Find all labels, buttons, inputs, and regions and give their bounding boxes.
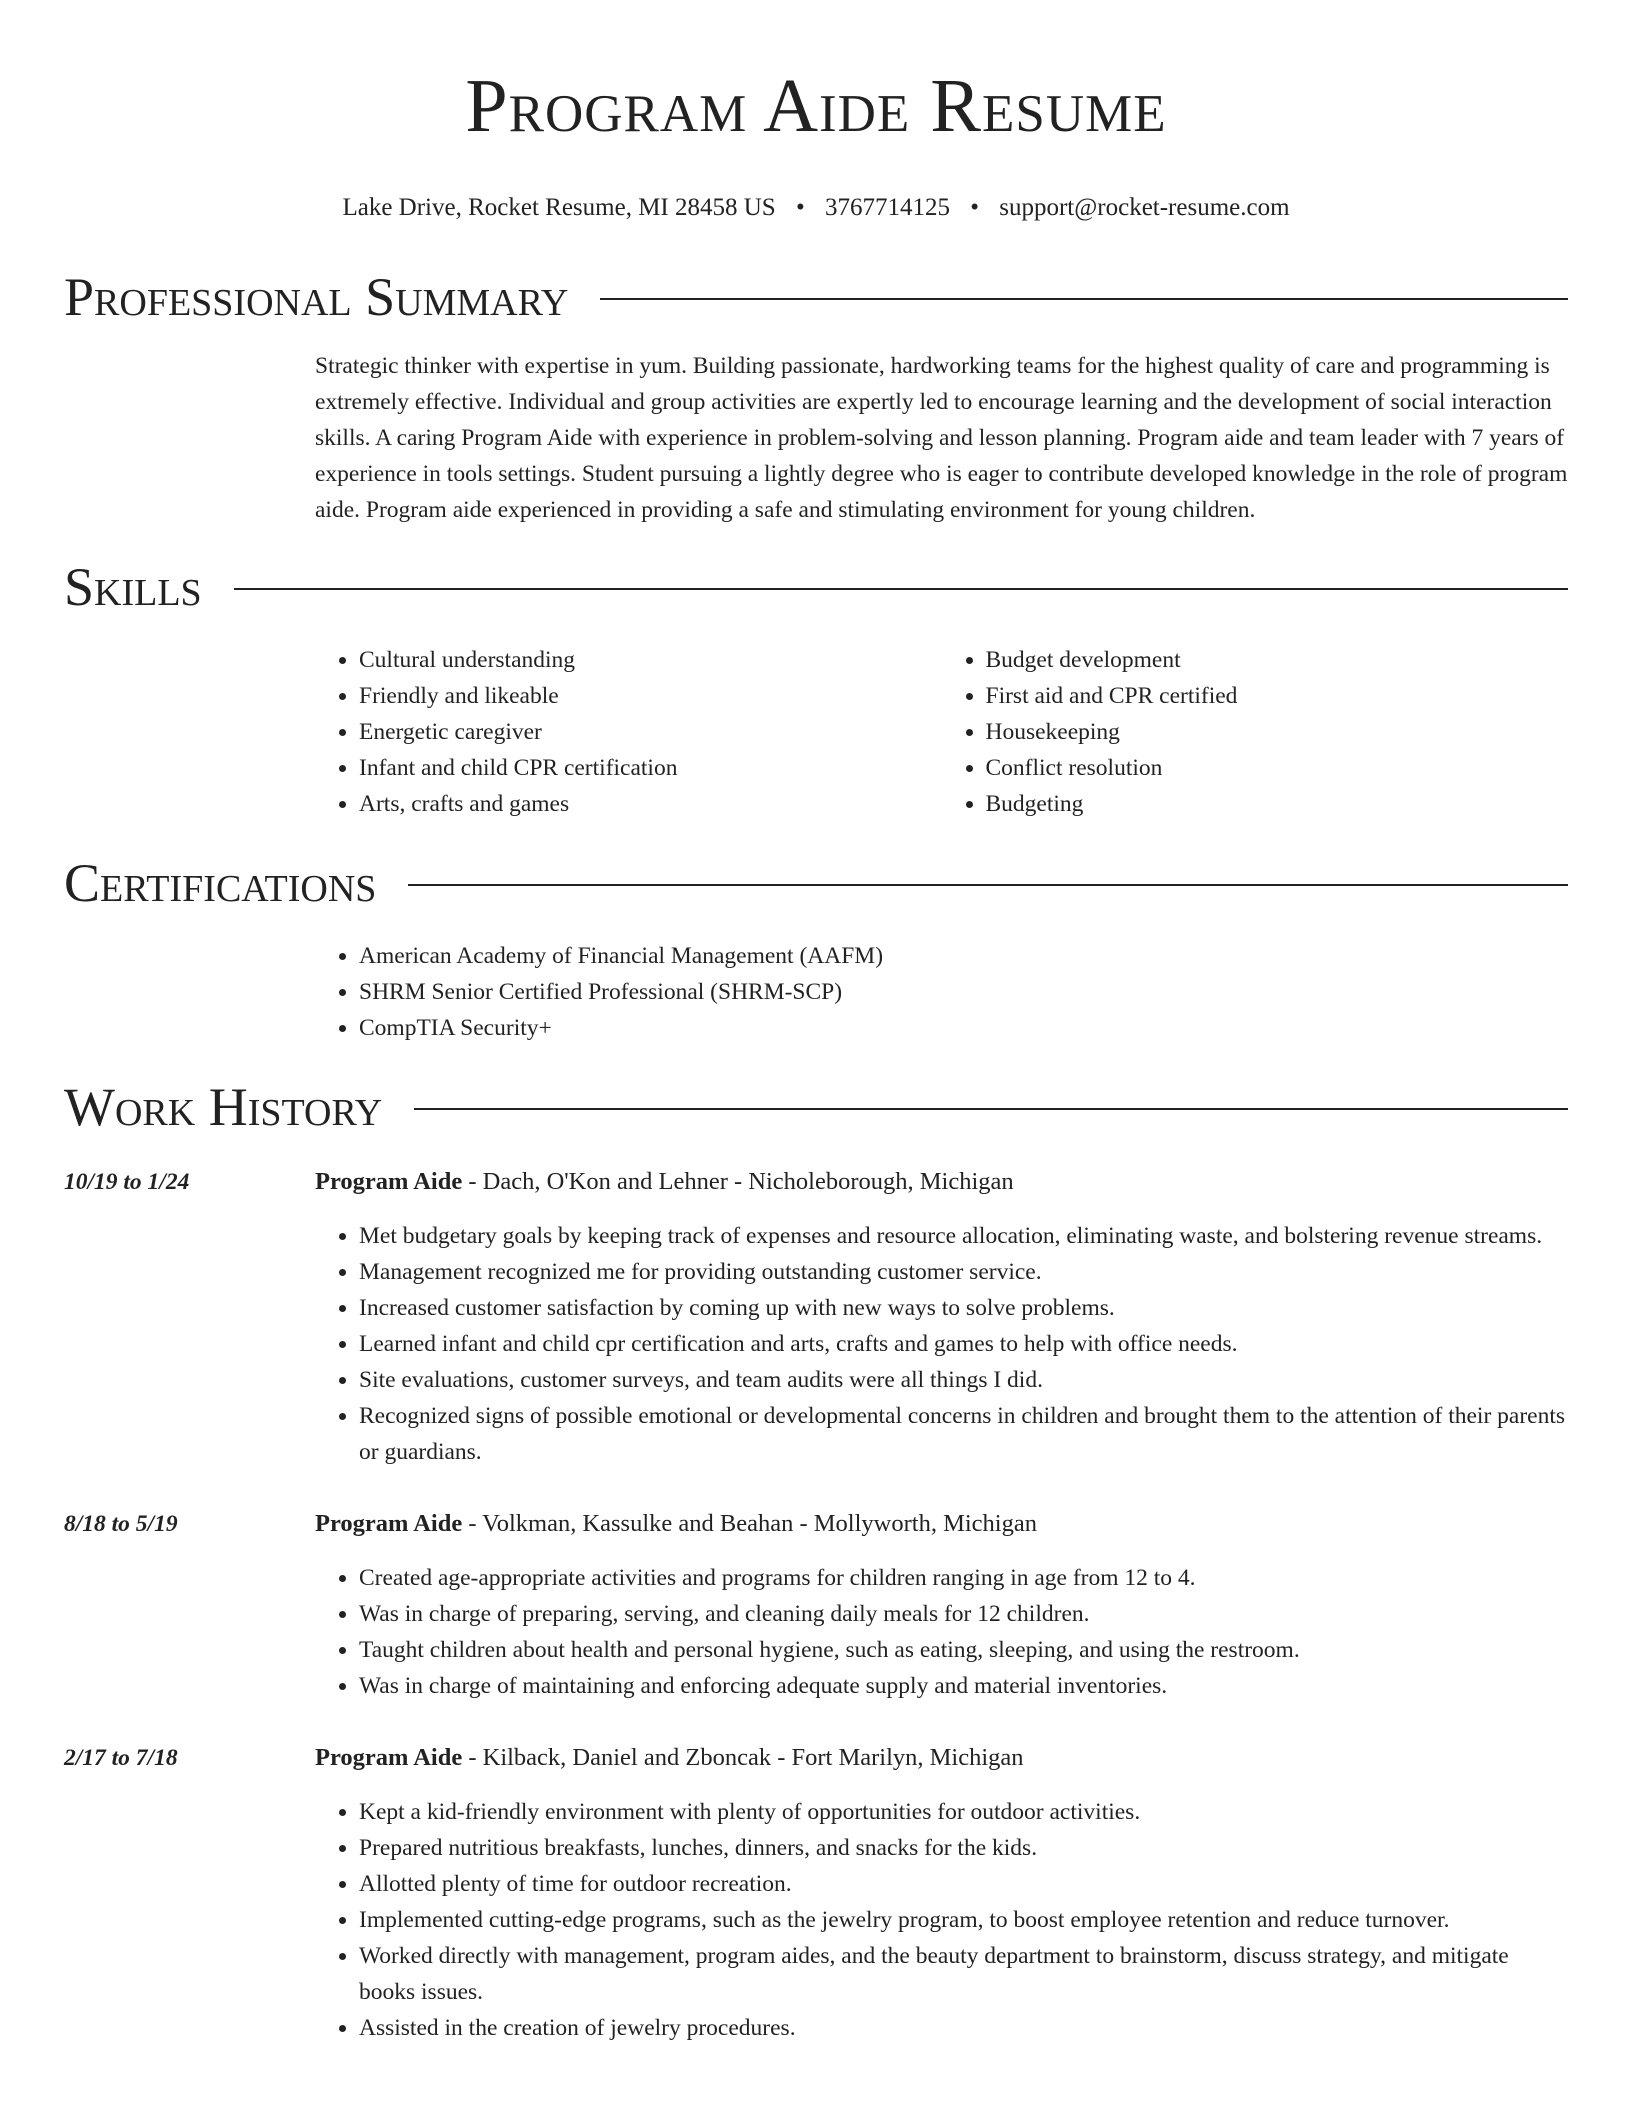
- job-bullets: [315, 1560, 1568, 1704]
- contact-address: Lake Drive, Rocket Resume, MI 28458 US: [342, 194, 776, 221]
- job-main: [315, 1506, 1568, 1704]
- skill-item: • Infant and child CPR certification: [359, 750, 942, 786]
- summary-text: Strategic thinker with expertise in yum. Building passionate, hardworking teams for the highest quality of care and programming is extremely effective. Individual and group activities are expertly led to encourage learning and the development of social interaction skills. A caring Program Aide with experience in problem-solving and lesson planning. Program aide and team leader with 7 years of experience in tools settings. Student pursuing a lightly degree who is eager to contribute developed knowledge in the role of program aide. Program aide experienced in providing a safe and stimulating environment for young children.: [315, 353, 1568, 523]
- job-role: Program Aide: [315, 1168, 463, 1195]
- job-heading: [315, 1740, 1568, 1776]
- section-header: [64, 852, 1568, 914]
- skills-body: [315, 642, 1568, 822]
- section-header: [64, 1076, 1568, 1138]
- skills-list-right: [942, 642, 1569, 822]
- skills-list-left: [315, 642, 942, 822]
- job-employer: - Volkman, Kassulke and Beahan - Mollyworth, Michigan: [462, 1510, 1037, 1537]
- job-heading: [315, 1164, 1568, 1200]
- summary-section: [64, 266, 1568, 528]
- job-bullets: [315, 1218, 1568, 1470]
- work-history-heading: Work History: [64, 1077, 383, 1137]
- job-bullet: • Was in charge of maintaining and enforcing adequate supply and material inventories.: [359, 1668, 1568, 1704]
- job-dates: 8/18 to 5/19: [64, 1511, 178, 1537]
- section-divider: [408, 884, 1568, 886]
- job-employer: - Kilback, Daniel and Zboncak - Fort Marilyn, Michigan: [462, 1744, 1024, 1771]
- certifications-body: [315, 938, 1568, 1046]
- job-heading: [315, 1506, 1568, 1542]
- skills-section: [64, 556, 1568, 822]
- section-divider: [234, 588, 1568, 590]
- job-bullet: • Management recognized me for providing outstanding customer service.: [359, 1254, 1568, 1290]
- section-divider: [414, 1108, 1568, 1110]
- skill-item: • First aid and CPR certified: [986, 678, 1569, 714]
- skill-item: • Budgeting: [986, 786, 1569, 822]
- job-bullet: • Prepared nutritious breakfasts, lunches, dinners, and snacks for the kids.: [359, 1830, 1568, 1866]
- skill-item: • Cultural understanding: [359, 642, 942, 678]
- skill-item: • Friendly and likeable: [359, 678, 942, 714]
- job-bullet: • Learned infant and child cpr certification and arts, crafts and games to help with office needs.: [359, 1326, 1568, 1362]
- work-history-section: [64, 1076, 1568, 2046]
- certifications-list: [315, 938, 1568, 1046]
- summary-heading: Professional Summary: [64, 267, 569, 327]
- skill-item: • Housekeeping: [986, 714, 1569, 750]
- contact-line: [64, 192, 1568, 224]
- contact-separator: •: [795, 194, 805, 221]
- job-dates: 10/19 to 1/24: [64, 1169, 190, 1195]
- job-role: Program Aide: [315, 1510, 463, 1537]
- contact-email: support@rocket-resume.com: [999, 194, 1290, 221]
- skill-item: • Energetic caregiver: [359, 714, 942, 750]
- certifications-heading: Certifications: [64, 853, 377, 913]
- certification-item: • CompTIA Security+: [359, 1010, 1568, 1046]
- job-bullet: • Site evaluations, customer surveys, and team audits were all things I did.: [359, 1362, 1568, 1398]
- summary-body: [315, 348, 1568, 528]
- job-bullet: • Met budgetary goals by keeping track of expenses and resource allocation, eliminating waste, and bolstering revenue streams.: [359, 1218, 1568, 1254]
- section-divider: [600, 298, 1568, 300]
- job-bullets: [315, 1794, 1568, 2046]
- job-dates: 2/17 to 7/18: [64, 1745, 178, 1771]
- section-header: [64, 556, 1568, 618]
- job-bullet: • Recognized signs of possible emotional or developmental concerns in children and brought them to the attention of their parents or guardians.: [359, 1398, 1568, 1470]
- job-bullet: • Created age-appropriate activities and programs for children ranging in age from 12 to 4.: [359, 1560, 1568, 1596]
- job-entry: [64, 1164, 1568, 1470]
- job-bullet: • Taught children about health and personal hygiene, such as eating, sleeping, and using the restroom.: [359, 1632, 1568, 1668]
- job-main: [315, 1164, 1568, 1470]
- certification-item: • American Academy of Financial Management (AAFM): [359, 938, 1568, 974]
- contact-separator: •: [970, 194, 979, 221]
- certifications-section: [64, 852, 1568, 1046]
- job-employer: - Dach, O'Kon and Lehner - Nicholeborough, Michigan: [462, 1168, 1014, 1195]
- skill-item: • Budget development: [986, 642, 1569, 678]
- skill-item: • Conflict resolution: [986, 750, 1569, 786]
- job-entry: [64, 1506, 1568, 1704]
- contact-phone: 3767714125: [824, 194, 950, 221]
- job-main: [315, 1740, 1568, 2046]
- section-header: [64, 266, 1568, 328]
- resume-title: Program Aide Resume: [465, 64, 1167, 148]
- skills-heading: Skills: [64, 557, 202, 617]
- job-bullet: • Kept a kid-friendly environment with plenty of opportunities for outdoor activities.: [359, 1794, 1568, 1830]
- job-bullet: • Allotted plenty of time for outdoor recreation.: [359, 1866, 1568, 1902]
- job-role: Program Aide: [315, 1744, 463, 1771]
- job-bullet: • Was in charge of preparing, serving, and cleaning daily meals for 12 children.: [359, 1596, 1568, 1632]
- job-bullet: • Assisted in the creation of jewelry procedures.: [359, 2010, 1568, 2046]
- certification-item: • SHRM Senior Certified Professional (SHRM-SCP): [359, 974, 1568, 1010]
- job-entry: [64, 1740, 1568, 2046]
- skills-grid: [315, 642, 1568, 822]
- job-bullet: • Increased customer satisfaction by coming up with new ways to solve problems.: [359, 1290, 1568, 1326]
- skill-item: • Arts, crafts and games: [359, 786, 942, 822]
- job-bullet: • Worked directly with management, program aides, and the beauty department to brainstorm, discuss strategy, and mitigate books issues.: [359, 1938, 1568, 2010]
- job-bullet: • Implemented cutting-edge programs, such as the jewelry program, to boost employee retention and reduce turnover.: [359, 1902, 1568, 1938]
